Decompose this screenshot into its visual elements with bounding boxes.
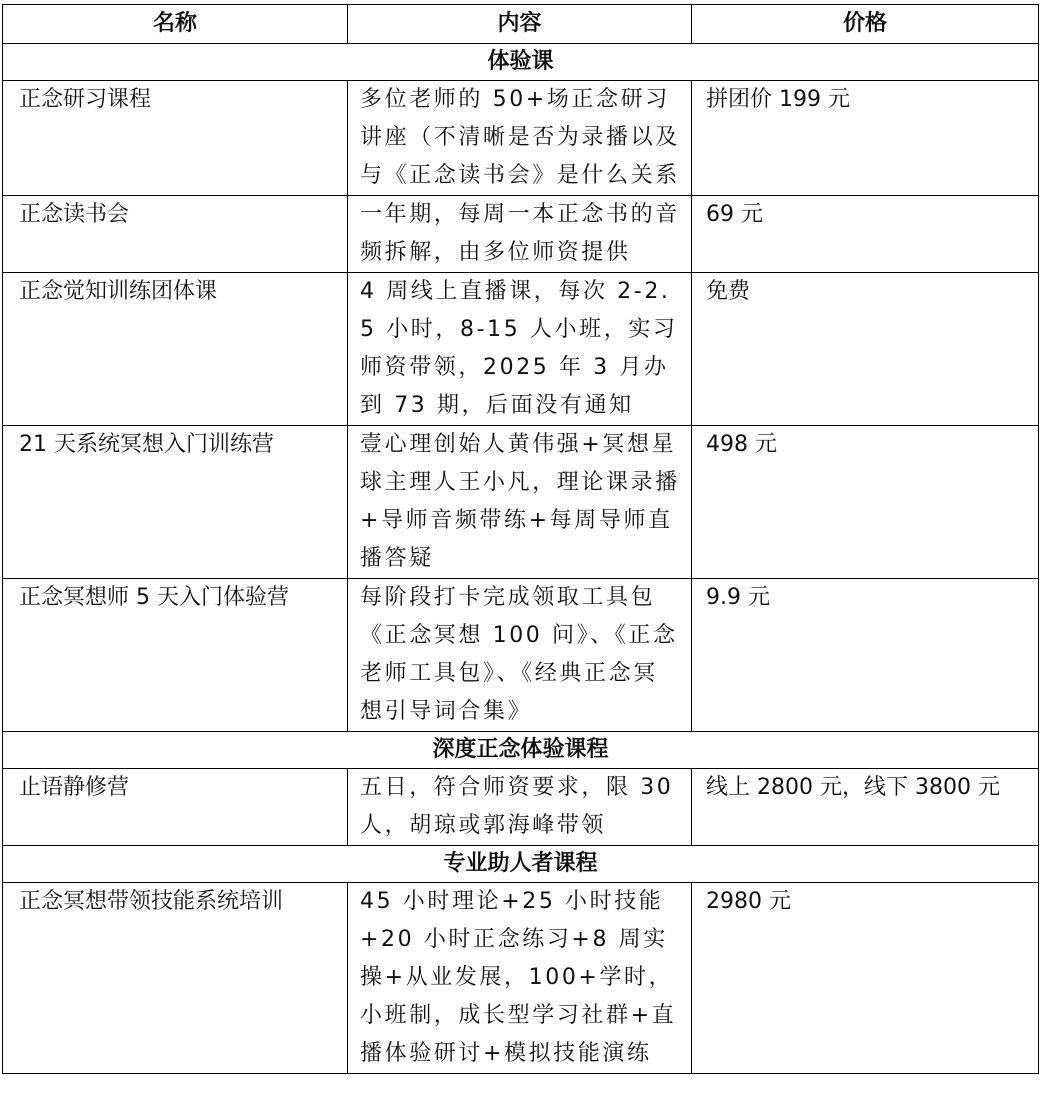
table-row	[3, 769, 1039, 846]
course-content: 每阶段打卡完成领取工具包《正念冥想 100 问》、《正念老师工具包》、《经典正念冥想引导词合集》	[348, 579, 692, 732]
course-content: 五日，符合师资要求，限 30 人，胡琼或郭海峰带领	[348, 769, 692, 846]
course-price: 线上 2800 元，线下 3800 元	[692, 769, 1039, 846]
course-content: 壹心理创始人黄伟强+冥想星球主理人王小凡，理论课录播+导师音频带练+每周导师直播答疑	[348, 426, 692, 579]
course-content: 4 周线上直播课，每次 2-2.5 小时，8-15 人小班，实习师资带领，2025 年 3 月办到 73 期，后面没有通知	[348, 273, 692, 426]
section-title: 专业助人者课程	[3, 846, 1039, 883]
course-name: 止语静修营	[3, 769, 348, 846]
course-content: 多位老师的 50+场正念研习讲座（不清晰是否为录播以及与《正念读书会》是什么关系	[348, 81, 692, 196]
course-content: 45 小时理论+25 小时技能+20 小时正念练习+8 周实操+从业发展，100+学时，小班制，成长型学习社群+直播体验研讨+模拟技能演练	[348, 883, 692, 1074]
table-row	[3, 81, 1039, 196]
course-name: 正念冥想师 5 天入门体验营	[3, 579, 348, 732]
course-content: 一年期，每周一本正念书的音频拆解，由多位师资提供	[348, 196, 692, 273]
course-price: 498 元	[692, 426, 1039, 579]
section-row	[3, 846, 1039, 883]
course-price: 免费	[692, 273, 1039, 426]
table-row	[3, 579, 1039, 732]
course-name: 正念读书会	[3, 196, 348, 273]
table-row	[3, 273, 1039, 426]
header-content: 内容	[348, 5, 692, 44]
header-price: 价格	[692, 5, 1039, 44]
table-row	[3, 883, 1039, 1074]
course-name: 21 天系统冥想入门训练营	[3, 426, 348, 579]
header-name: 名称	[3, 5, 348, 44]
section-title: 体验课	[3, 44, 1039, 81]
section-row	[3, 44, 1039, 81]
course-price: 9.9 元	[692, 579, 1039, 732]
course-price: 69 元	[692, 196, 1039, 273]
table-row	[3, 196, 1039, 273]
course-table	[2, 4, 1039, 1074]
course-name: 正念觉知训练团体课	[3, 273, 348, 426]
course-price: 拼团价 199 元	[692, 81, 1039, 196]
section-title: 深度正念体验课程	[3, 732, 1039, 769]
header-row	[3, 5, 1039, 44]
course-name: 正念冥想带领技能系统培训	[3, 883, 348, 1074]
table-row	[3, 426, 1039, 579]
course-price: 2980 元	[692, 883, 1039, 1074]
course-name: 正念研习课程	[3, 81, 348, 196]
section-row	[3, 732, 1039, 769]
